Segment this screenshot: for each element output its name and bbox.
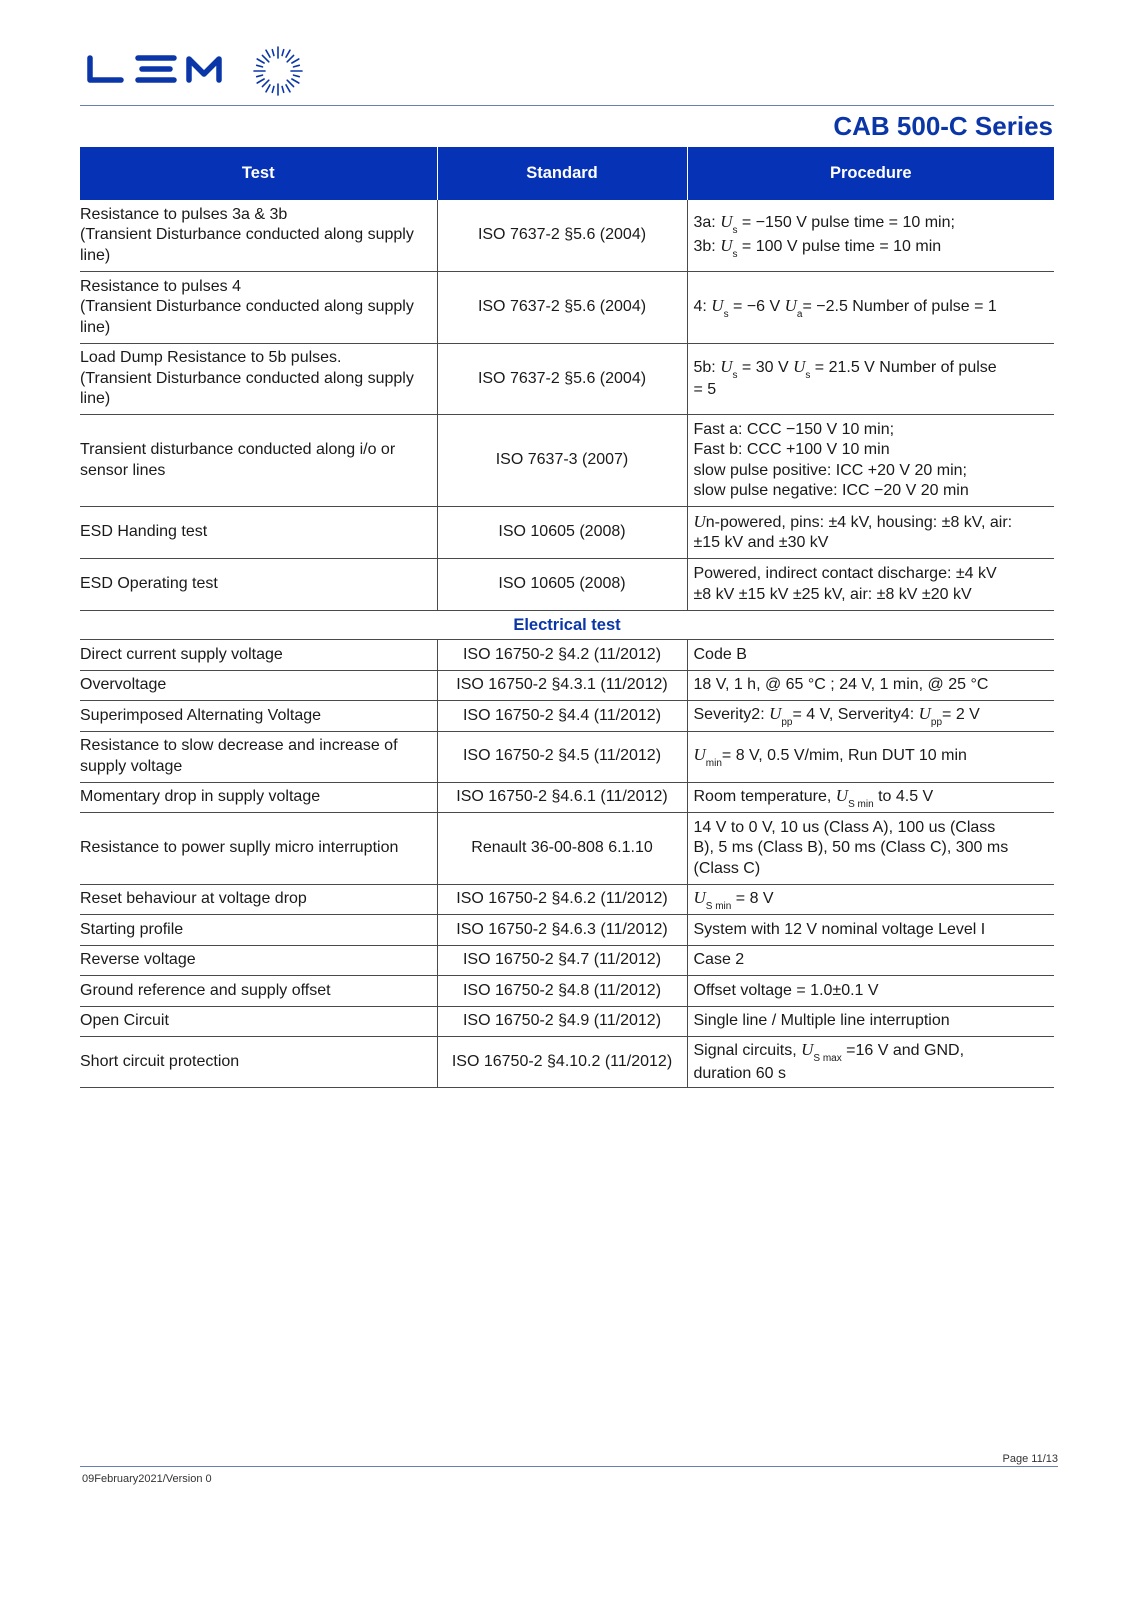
standard-cell: ISO 16750-2 §4.10.2 (11/2012): [437, 1037, 687, 1088]
test-name-line: (Transient Disturbance conducted along supply: [80, 298, 414, 315]
procedure-text: n-powered, pins: ±4 kV, housing: ±8 kV, air:: [705, 513, 1013, 531]
table-row: [80, 731, 1054, 782]
lem-logo: [86, 45, 311, 101]
section-title-electrical: Electrical test: [80, 611, 1054, 640]
test-name-cell: [80, 813, 437, 885]
procedure-text: 5b:: [693, 358, 721, 376]
procedure-line: [694, 1064, 1053, 1085]
test-name-cell: [80, 915, 437, 946]
test-name-line: sensor lines: [80, 461, 166, 479]
test-name-line: Open Circuit: [80, 1012, 169, 1029]
table-row: [80, 976, 1054, 1007]
procedure-text: = 21.5 V Number of pulse: [810, 358, 997, 376]
test-name-line: Direct current supply voltage: [80, 645, 283, 663]
procedure-text: = 5: [693, 381, 717, 399]
electrical-tests-body: [80, 640, 1054, 1088]
voltage-subscript: s: [732, 369, 738, 381]
table-row: [80, 343, 1054, 415]
procedure-text: Fast a: CCC −150 V 10 min;: [693, 420, 895, 438]
procedure-line: [694, 461, 1053, 482]
footer-divider: [80, 1466, 1058, 1467]
column-header-standard: Standard: [437, 147, 687, 200]
voltage-symbol: U: [720, 356, 733, 376]
table-row: [80, 915, 1054, 946]
procedure-text: Severity2:: [693, 706, 770, 723]
procedure-text: Case 2: [693, 951, 745, 968]
transient-tests-body: [80, 200, 1054, 611]
procedure-text: Single line / Multiple line interruption: [693, 1012, 950, 1029]
table-row: [80, 559, 1054, 611]
procedure-text: = 2 V: [942, 706, 980, 723]
procedure-cell: [687, 701, 1054, 732]
procedure-line: [694, 296, 1053, 320]
procedure-cell: [687, 976, 1054, 1007]
standard-cell: ISO 7637-2 §5.6 (2004): [437, 272, 687, 344]
voltage-subscript: S min: [848, 798, 874, 810]
procedure-text: = 4 V, Serverity4:: [792, 706, 919, 723]
table-row: [80, 782, 1054, 813]
standard-cell: ISO 16750-2 §4.6.1 (11/2012): [437, 782, 687, 813]
table-row: [80, 1037, 1054, 1088]
starburst-icon: [254, 47, 302, 95]
test-specification-table: [80, 147, 1054, 1088]
table-row: [80, 701, 1054, 732]
procedure-cell: [687, 640, 1054, 671]
procedure-cell: [687, 272, 1054, 344]
test-name-cell: [80, 343, 437, 415]
header-divider: [80, 105, 1054, 106]
procedure-text: slow pulse negative: ICC −20 V 20 min: [693, 482, 969, 499]
column-header-procedure: Procedure: [687, 147, 1054, 200]
procedure-text: Code B: [693, 645, 747, 663]
table-row: [80, 640, 1054, 671]
test-name-line: Superimposed Alternating Voltage: [80, 706, 322, 724]
test-name-line: Starting profile: [80, 920, 184, 938]
standard-cell: ISO 16750-2 §4.4 (11/2012): [437, 701, 687, 732]
procedure-text: = −150 V pulse time = 10 min;: [737, 214, 955, 231]
procedure-line: [694, 212, 1053, 236]
procedure-line: [694, 745, 1053, 769]
test-name-line: Resistance to pulses 3a & 3b: [80, 205, 288, 223]
procedure-line: [694, 645, 1053, 666]
section-row-electrical: [80, 611, 1054, 640]
standard-cell: ISO 16750-2 §4.2 (11/2012): [437, 640, 687, 671]
voltage-symbol: U: [720, 212, 733, 231]
standard-cell: ISO 7637-3 (2007): [437, 415, 687, 507]
procedure-cell: [687, 813, 1054, 885]
table-row: [80, 200, 1054, 272]
procedure-text: 3a:: [693, 214, 721, 231]
column-header-test: Test: [80, 147, 437, 200]
voltage-subscript: s: [723, 308, 729, 320]
procedure-text: = 8 V, 0.5 V/mim, Run DUT 10 min: [721, 746, 967, 764]
procedure-line: [694, 704, 1053, 728]
procedure-line: [694, 440, 1053, 461]
test-name-line: Short circuit protection: [80, 1052, 240, 1070]
procedure-line: [694, 357, 1053, 381]
test-name-cell: [80, 701, 437, 732]
procedure-line: [694, 675, 1053, 696]
table-row: [80, 945, 1054, 976]
procedure-line: [694, 1040, 1053, 1064]
test-name-line: Load Dump Resistance to 5b pulses.: [80, 349, 342, 366]
procedure-line: [694, 512, 1053, 534]
voltage-subscript: pp: [781, 717, 793, 728]
test-name-line: line): [80, 390, 111, 407]
procedure-line: [694, 380, 1053, 401]
procedure-line: [694, 236, 1053, 260]
table-row: [80, 1006, 1054, 1037]
table-row: [80, 272, 1054, 344]
procedure-cell: [687, 1006, 1054, 1037]
procedure-line: [694, 838, 1053, 859]
voltage-symbol: U: [784, 295, 797, 315]
voltage-subscript: S min: [705, 900, 732, 912]
procedure-text: = −6 V: [728, 297, 785, 315]
test-name-cell: [80, 640, 437, 671]
procedure-text: 14 V to 0 V, 10 us (Class A), 100 us (Class: [693, 818, 996, 836]
test-name-line: (Transient Disturbance conducted along supply: [80, 226, 414, 244]
procedure-text: 4:: [693, 297, 712, 315]
standard-cell: Renault 36-00-808 6.1.10: [437, 813, 687, 885]
test-name-line: Resistance to pulses 4: [80, 277, 241, 295]
procedure-cell: [687, 415, 1054, 507]
voltage-symbol: U: [918, 704, 931, 723]
procedure-line: [694, 818, 1053, 839]
table-row: [80, 415, 1054, 507]
procedure-cell: [687, 945, 1054, 976]
test-name-line: (Transient Disturbance conducted along supply: [80, 369, 414, 387]
table-row: [80, 813, 1054, 885]
voltage-subscript: s: [732, 225, 738, 236]
procedure-cell: [687, 915, 1054, 946]
procedure-line: [694, 920, 1053, 941]
procedure-cell: [687, 670, 1054, 701]
standard-cell: ISO 16750-2 §4.5 (11/2012): [437, 731, 687, 782]
test-name-line: Momentary drop in supply voltage: [80, 788, 321, 805]
procedure-line: [694, 533, 1053, 554]
procedure-text: = −2.5 Number of pulse = 1: [802, 297, 997, 315]
test-name-cell: [80, 945, 437, 976]
test-name-cell: [80, 507, 437, 559]
table-row: [80, 507, 1054, 559]
test-name-cell: [80, 782, 437, 813]
test-name-line: Ground reference and supply offset: [80, 981, 331, 999]
test-name-line: Transient disturbance conducted along i/o or: [80, 441, 396, 458]
series-title: CAB 500-C Series: [833, 111, 1053, 141]
voltage-symbol: U: [693, 744, 706, 764]
procedure-text: to 4.5 V: [873, 787, 934, 805]
procedure-line: [694, 950, 1053, 971]
procedure-text: Signal circuits,: [693, 1042, 802, 1059]
test-name-line: Reverse voltage: [80, 951, 196, 968]
voltage-subscript: a: [796, 308, 803, 320]
procedure-line: [694, 786, 1053, 810]
procedure-cell: [687, 1037, 1054, 1088]
procedure-cell: [687, 884, 1054, 915]
procedure-cell: [687, 343, 1054, 415]
procedure-cell: [687, 782, 1054, 813]
voltage-subscript: min: [705, 757, 722, 769]
procedure-line: [694, 981, 1053, 1002]
table-header-row: [80, 147, 1054, 200]
procedure-text: 3b:: [693, 237, 721, 255]
standard-cell: ISO 10605 (2008): [437, 559, 687, 611]
standard-cell: ISO 16750-2 §4.3.1 (11/2012): [437, 670, 687, 701]
procedure-text: (Class C): [693, 859, 761, 877]
voltage-subscript: S max: [813, 1053, 842, 1064]
procedure-cell: [687, 731, 1054, 782]
standard-cell: ISO 16750-2 §4.6.2 (11/2012): [437, 884, 687, 915]
procedure-text: 18 V, 1 h, @ 65 °C ; 24 V, 1 min, @ 25 °C: [693, 676, 989, 693]
voltage-subscript: s: [805, 369, 811, 381]
procedure-line: [694, 859, 1053, 880]
procedure-cell: [687, 507, 1054, 559]
test-name-line: supply voltage: [80, 757, 183, 775]
standard-cell: ISO 16750-2 §4.6.3 (11/2012): [437, 915, 687, 946]
procedure-cell: [687, 559, 1054, 611]
table-row: [80, 884, 1054, 915]
procedure-text: B), 5 ms (Class B), 50 ms (Class C), 300 ms: [693, 839, 1009, 856]
procedure-text: ±8 kV ±15 kV ±25 kV, air: ±8 kV ±20 kV: [693, 585, 972, 603]
procedure-line: [694, 481, 1053, 502]
voltage-subscript: pp: [930, 717, 943, 728]
test-name-line: Reset behaviour at voltage drop: [80, 890, 307, 907]
procedure-text: Offset voltage = 1.0±0.1 V: [693, 981, 879, 999]
test-name-line: ESD Operating test: [80, 575, 218, 593]
procedure-line: [694, 564, 1053, 585]
procedure-text: Powered, indirect contact discharge: ±4 kV: [693, 565, 997, 582]
test-name-cell: [80, 200, 437, 272]
standard-cell: ISO 10605 (2008): [437, 507, 687, 559]
footer-version: 09February2021/Version 0: [82, 1473, 212, 1485]
test-name-cell: [80, 731, 437, 782]
procedure-text: = 100 V pulse time = 10 min: [737, 237, 942, 255]
procedure-text: = 8 V: [731, 889, 774, 907]
procedure-text: System with 12 V nominal voltage Level I: [693, 920, 986, 938]
voltage-symbol: U: [693, 887, 706, 907]
test-name-cell: [80, 1006, 437, 1037]
standard-cell: ISO 7637-2 §5.6 (2004): [437, 343, 687, 415]
procedure-text: duration 60 s: [693, 1064, 787, 1082]
procedure-line: [694, 585, 1053, 606]
test-name-line: ESD Handing test: [80, 523, 208, 541]
voltage-symbol: U: [693, 511, 706, 531]
procedure-line: [694, 888, 1053, 912]
test-name-cell: [80, 884, 437, 915]
test-name-cell: [80, 559, 437, 611]
procedure-text: = 30 V: [737, 358, 794, 376]
test-name-cell: [80, 670, 437, 701]
procedure-line: [694, 1011, 1053, 1032]
procedure-line: [694, 420, 1053, 441]
procedure-text: ±15 kV and ±30 kV: [693, 534, 829, 551]
procedure-text: slow pulse positive: ICC +20 V 20 min;: [693, 461, 967, 479]
voltage-symbol: U: [720, 235, 733, 255]
test-name-line: Resistance to power suplly micro interruption: [80, 839, 399, 856]
test-name-cell: [80, 976, 437, 1007]
test-name-cell: [80, 272, 437, 344]
electrical-section-body: [80, 611, 1054, 640]
procedure-text: Fast b: CCC +100 V 10 min: [693, 441, 890, 458]
test-name-line: Overvoltage: [80, 676, 167, 693]
table-row: [80, 670, 1054, 701]
voltage-symbol: U: [769, 704, 782, 723]
standard-cell: ISO 16750-2 §4.8 (11/2012): [437, 976, 687, 1007]
voltage-subscript: s: [732, 248, 738, 260]
voltage-symbol: U: [801, 1040, 814, 1059]
test-name-cell: [80, 415, 437, 507]
standard-cell: ISO 16750-2 §4.7 (11/2012): [437, 945, 687, 976]
test-name-line: line): [80, 246, 111, 264]
procedure-text: =16 V and GND,: [841, 1042, 965, 1059]
voltage-symbol: U: [711, 295, 724, 315]
test-name-cell: [80, 1037, 437, 1088]
voltage-symbol: U: [835, 785, 849, 805]
page-number: Page 11/13: [1002, 1453, 1058, 1465]
procedure-cell: [687, 200, 1054, 272]
standard-cell: ISO 16750-2 §4.9 (11/2012): [437, 1006, 687, 1037]
standard-cell: ISO 7637-2 §5.6 (2004): [437, 200, 687, 272]
test-name-line: Resistance to slow decrease and increase of: [80, 737, 398, 754]
voltage-symbol: U: [793, 356, 806, 376]
procedure-text: Room temperature,: [693, 787, 836, 805]
test-name-line: line): [80, 318, 111, 336]
